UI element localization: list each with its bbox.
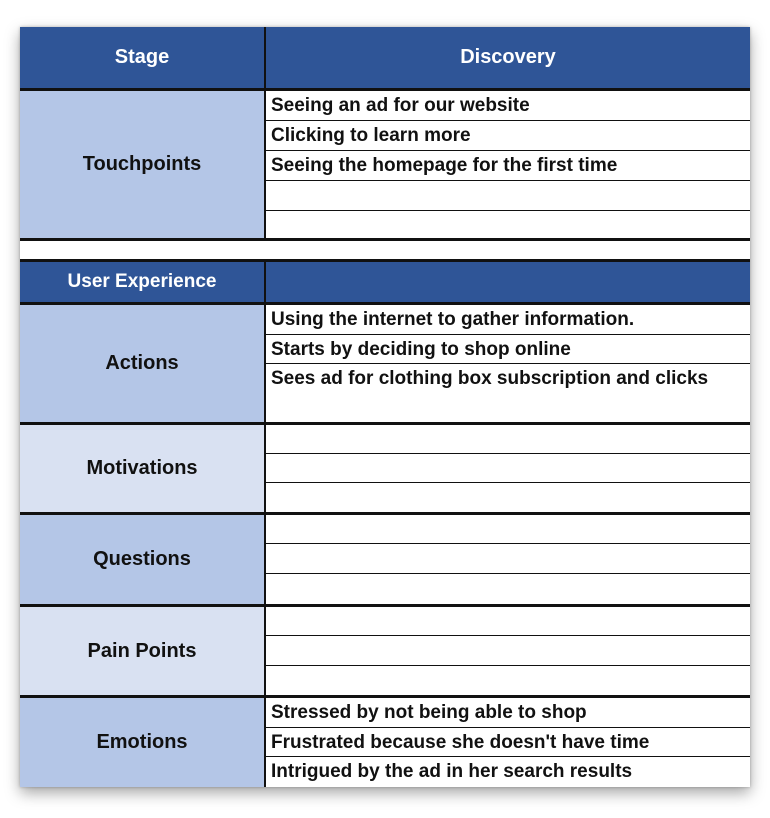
user-experience-header-row — [20, 262, 750, 302]
question-line — [266, 574, 750, 604]
actions-section — [20, 305, 750, 422]
user-experience-header-right — [266, 262, 750, 302]
action-line: Starts by deciding to shop online — [266, 335, 750, 364]
touchpoint-line: Seeing the homepage for the first time — [266, 151, 750, 181]
emotions-lines — [266, 698, 750, 787]
pain-points-label: Pain Points — [20, 607, 266, 695]
question-line — [266, 544, 750, 574]
touchpoints-label: Touchpoints — [20, 91, 266, 238]
actions-lines — [266, 305, 750, 422]
motivation-line — [266, 425, 750, 454]
questions-section — [20, 515, 750, 604]
pain-points-section — [20, 607, 750, 695]
motivation-line — [266, 454, 750, 483]
touchpoints-section — [20, 91, 750, 238]
pain-point-line — [266, 636, 750, 666]
question-line — [266, 515, 750, 544]
motivations-label: Motivations — [20, 425, 266, 512]
spacer — [20, 241, 750, 259]
questions-lines — [266, 515, 750, 604]
action-line: Sees ad for clothing box subscription and clicks — [271, 368, 709, 389]
actions-label: Actions — [20, 305, 266, 422]
touchpoint-line: Seeing an ad for our website — [266, 91, 750, 121]
motivation-line — [266, 483, 750, 512]
stage-header-row — [20, 27, 750, 88]
motivations-section — [20, 425, 750, 512]
motivations-lines — [266, 425, 750, 512]
emotion-line: Intrigued by the ad in her search results — [271, 761, 633, 782]
pain-point-line — [266, 666, 750, 695]
touchpoint-line — [266, 181, 750, 211]
emotions-section — [20, 698, 750, 787]
journey-map-sheet — [20, 27, 750, 787]
emotions-label: Emotions — [20, 698, 266, 787]
touchpoint-line: Clicking to learn more — [266, 121, 750, 151]
action-line: Using the internet to gather information. — [266, 305, 750, 335]
touchpoint-line — [266, 211, 750, 238]
pain-points-lines — [266, 607, 750, 695]
user-experience-header: User Experience — [20, 262, 266, 302]
touchpoints-lines — [266, 91, 750, 238]
stage-header: Stage — [20, 27, 266, 88]
emotion-line: Stressed by not being able to shop — [266, 698, 750, 728]
questions-label: Questions — [20, 515, 266, 604]
emotion-line: Frustrated because she doesn't have time — [266, 728, 750, 757]
discovery-header: Discovery — [266, 27, 750, 88]
pain-point-line — [266, 607, 750, 636]
